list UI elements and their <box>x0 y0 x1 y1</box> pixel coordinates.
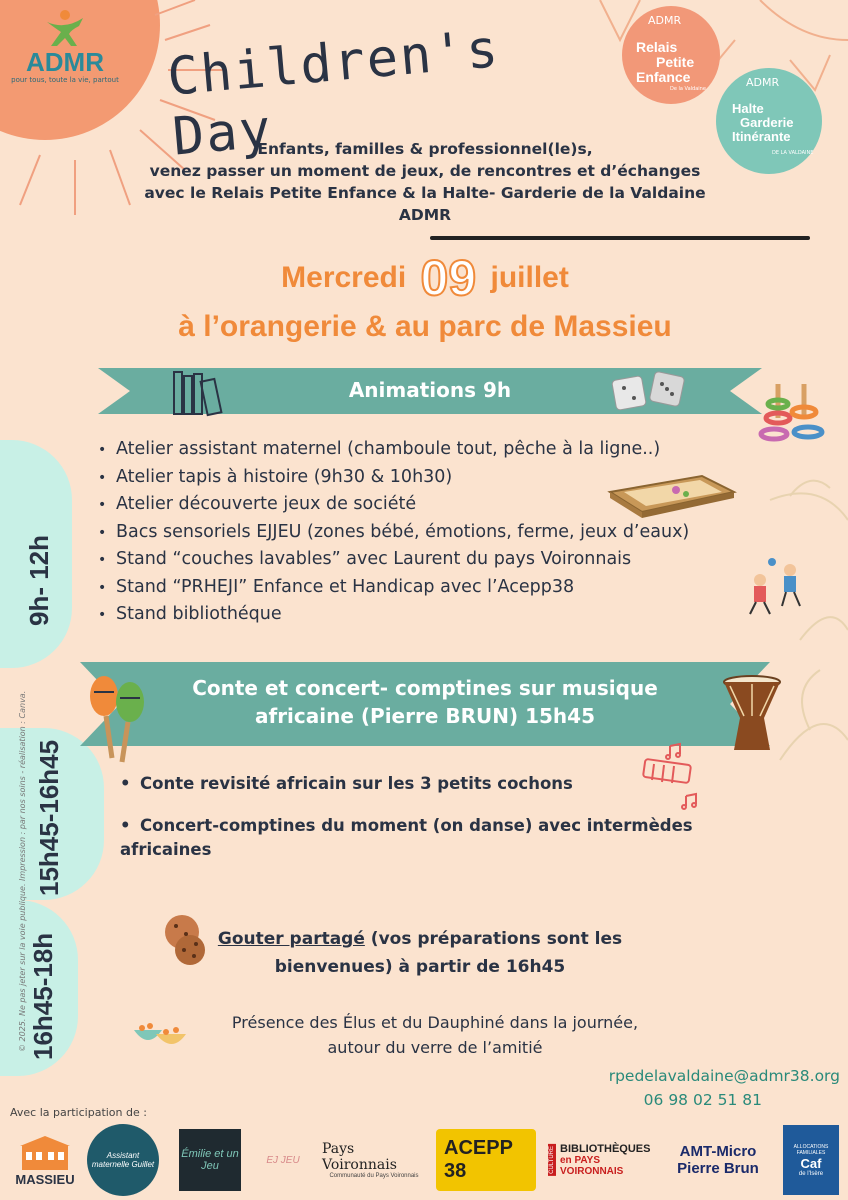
intro-line-2: venez passer un moment de jeux, de rencontres et d’échanges <box>149 162 701 180</box>
list-item: • Conte revisité africain sur les 3 petits cochons <box>120 772 760 796</box>
date-day: 09 <box>420 250 477 306</box>
date-month: juillet <box>490 261 569 294</box>
timebar-morning <box>0 440 72 668</box>
event-date <box>100 250 750 306</box>
partner-massieu-name: MASSIEU <box>15 1171 75 1187</box>
list-item: • Stand “couches lavables” avec Laurent du pays Voironnais <box>98 546 689 574</box>
partner-biblio-culture: CULTURE <box>549 1146 555 1174</box>
gouter-rest: (vos préparations sont les <box>364 929 623 949</box>
event-venue: à l’orangerie & au parc de Massieu <box>178 310 672 343</box>
partner-bibliotheques-logo <box>548 1124 654 1196</box>
gouter-bold: Gouter partagé <box>217 929 365 949</box>
list-item: • Stand “PRHEJI” Enfance et Handicap avec l’Acepp38 <box>98 574 689 602</box>
leaves-decoration <box>760 440 848 800</box>
partner-caf-line-3: de l'Isère <box>798 1170 824 1177</box>
partner-amt-line-2: Pierre Brun <box>677 1160 759 1177</box>
partner-biblio-sub: en PAYS VOIRONNAIS <box>560 1155 624 1177</box>
maracas-icon <box>84 672 154 764</box>
list-item: • Stand bibliothéque <box>98 601 689 629</box>
time-afternoon: 15h45-16h45 <box>34 739 64 896</box>
rpe-sub: De la Valdaine <box>670 86 706 92</box>
animations-title: Animations 9h <box>348 378 512 402</box>
relais-petite-enfance-badge <box>622 6 720 104</box>
partner-massieu-logo <box>14 1124 76 1196</box>
partner-emilie-name: Émilie et un Jeu <box>179 1129 241 1191</box>
animations-list <box>98 436 689 629</box>
presence-line-2: autour du verre de l’amitié <box>327 1038 543 1057</box>
partner-pays-name: Pays Voironnais <box>322 1141 397 1173</box>
admr-logo <box>10 8 120 90</box>
time-evening: 16h45-18h <box>28 932 58 1060</box>
partner-emilie-logo <box>178 1124 242 1196</box>
page-title: Children's Day <box>165 18 503 168</box>
contact-phone[interactable]: 06 98 02 51 81 <box>643 1091 762 1109</box>
concert-title-line-2: africaine (Pierre BRUN) 15h45 <box>255 704 595 728</box>
list-item: • Atelier découverte jeux de société <box>98 491 689 519</box>
partner-amt-logo <box>662 1124 774 1196</box>
contact-email[interactable]: rpedelavaldaine@admr38.org <box>608 1067 840 1085</box>
concert-title-line-1: Conte et concert- comptines sur musique <box>192 676 658 700</box>
presence-line-1: Présence des Élus et du Dauphiné dans la journée, <box>231 1013 639 1032</box>
intro-line-3: avec le Relais Petite Enfance & la Halte- Garderie de la Valdaine <box>144 184 706 202</box>
partner-caf-line-1: ALLOCATIONS FAMILIALES <box>793 1143 829 1156</box>
partner-pays-logo <box>322 1124 426 1196</box>
list-item: • Atelier assistant maternel (chamboule tout, pêche à la ligne..) <box>98 436 689 464</box>
admr-figure-icon <box>43 8 87 48</box>
partner-acepp-name: ACEPP 38 <box>436 1129 536 1191</box>
intro-text <box>60 138 790 226</box>
partner-amt-line-1: AMT-Micro <box>679 1143 757 1160</box>
partner-assistante-name: Assistant maternelle Guillet <box>87 1124 159 1196</box>
timebar-evening <box>0 900 78 1076</box>
intro-line-4: ADMR <box>398 206 452 224</box>
partner-caf-line-2: Caf <box>800 1155 822 1171</box>
hgi-line-1: Halte <box>732 101 764 116</box>
sandbox-icon <box>606 468 738 520</box>
hgi-line-3: Itinérante <box>732 129 791 144</box>
concert-ribbon <box>120 662 730 746</box>
hgi-line-2: Garderie <box>740 115 794 130</box>
books-icon <box>170 366 226 418</box>
presence-text <box>180 1010 690 1060</box>
partner-caf-logo <box>782 1124 840 1196</box>
print-credit: © 2025. Ne pas jeter sur la voie publique. Impression : par nos soins - réalisation : Canva. <box>18 690 27 1052</box>
gouter-line-2: bienvenues) à partir de 16h45 <box>274 957 566 977</box>
concert-list <box>120 772 760 862</box>
intro-line-1: Enfants, familles & professionnel(le)s, <box>257 140 593 158</box>
rpe-line-2: Petite <box>656 54 695 70</box>
admr-logo-tagline: pour tous, toute la vie, partout <box>11 76 119 84</box>
contact-info <box>520 1064 840 1112</box>
hgi-brand: ADMR <box>746 76 780 89</box>
dice-icon <box>610 370 690 416</box>
time-morning: 9h- 12h <box>24 534 54 626</box>
partner-assistante-logo <box>86 1124 160 1196</box>
date-weekday: Mercredi <box>281 261 407 294</box>
partner-ejjeu-logo <box>258 1124 308 1196</box>
ring-toss-icon <box>758 378 828 444</box>
list-item: • Bacs sensoriels EJJEU (zones bébé, émotions, ferme, jeux d’eaux) <box>98 519 689 547</box>
intro-underline <box>430 236 810 240</box>
rpe-line-1: Relais <box>636 39 678 55</box>
partner-ejjeu-name: EJ JEU <box>266 1154 300 1166</box>
admr-logo-name: ADMR <box>26 47 104 77</box>
rpe-line-3: Enfance <box>636 69 691 85</box>
list-item: • Concert-comptines du moment (on danse) avec intermèdes africaines <box>120 814 760 862</box>
partner-pays-sub: Communauté du Pays Voironnais <box>329 1173 419 1179</box>
list-item: • Atelier tapis à histoire (9h30 & 10h30) <box>98 464 689 492</box>
hgi-sub: DE LA VALDAINE <box>772 150 814 156</box>
massieu-building-icon <box>20 1134 70 1172</box>
rpe-brand: ADMR <box>648 14 682 27</box>
gouter-text <box>205 925 635 981</box>
partners-label: Avec la participation de : <box>10 1106 147 1119</box>
partner-biblio-name: BIBLIOTHÈQUES <box>560 1143 651 1155</box>
partner-acepp-logo <box>436 1124 536 1196</box>
